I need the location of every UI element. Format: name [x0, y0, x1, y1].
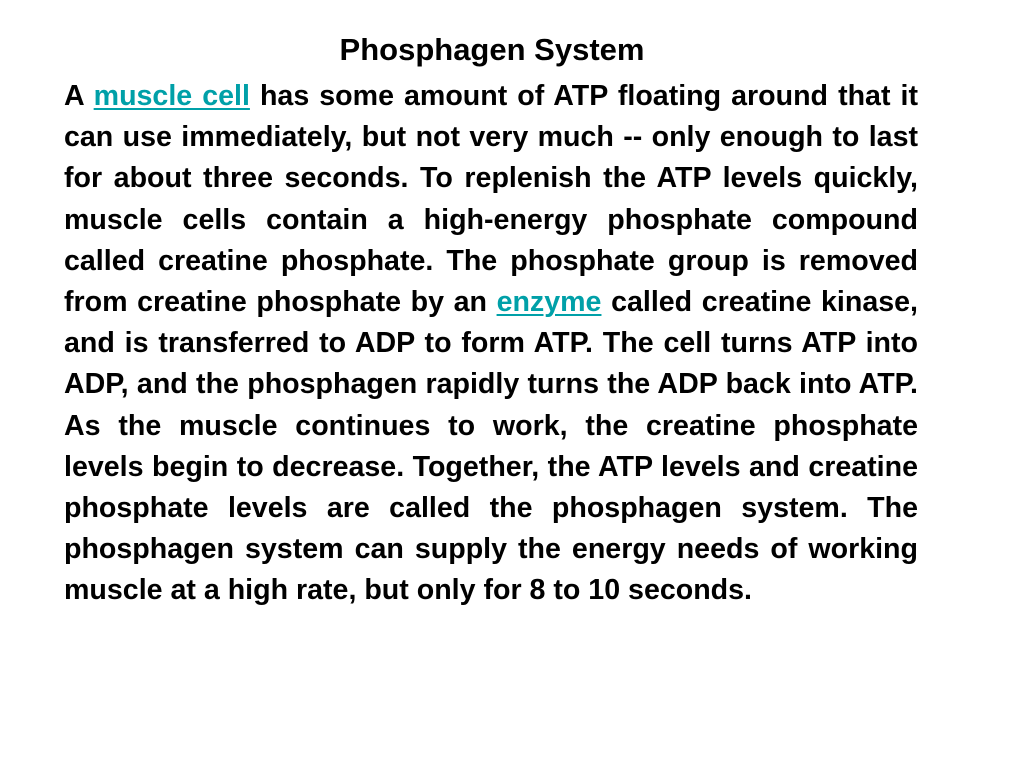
enzyme-link[interactable]: enzyme [496, 286, 602, 319]
paragraph-text-segment: called creatine kinase, and is transferred to ADP to form ATP. The cell turns ATP into ADP, and the phosphagen rapidly turns the ADP back into ATP. As the muscle continues to work, the creatine phosphate levels begin to decrease. Together, the ATP levels and creatine phosphate levels are called the phosphagen system. The phosphagen system can supply the energy needs of working muscle at a high rate, but only for 8 to 10 seconds. [64, 286, 918, 607]
muscle-cell-link[interactable]: muscle cell [93, 80, 250, 112]
paragraph-text-segment: has some amount of ATP floating around that it can use immediately, but not very much -- only enough to last for about three seconds. To replenish the ATP levels quickly, muscle cells contain a high-energy phosphate compound called creatine phosphate. The phosphate group is removed from creatine phosphate by an [64, 80, 918, 319]
paragraph-text-segment: A [64, 80, 94, 112]
body-paragraph [64, 76, 918, 612]
slide-title: Phosphagen System [339, 32, 645, 67]
